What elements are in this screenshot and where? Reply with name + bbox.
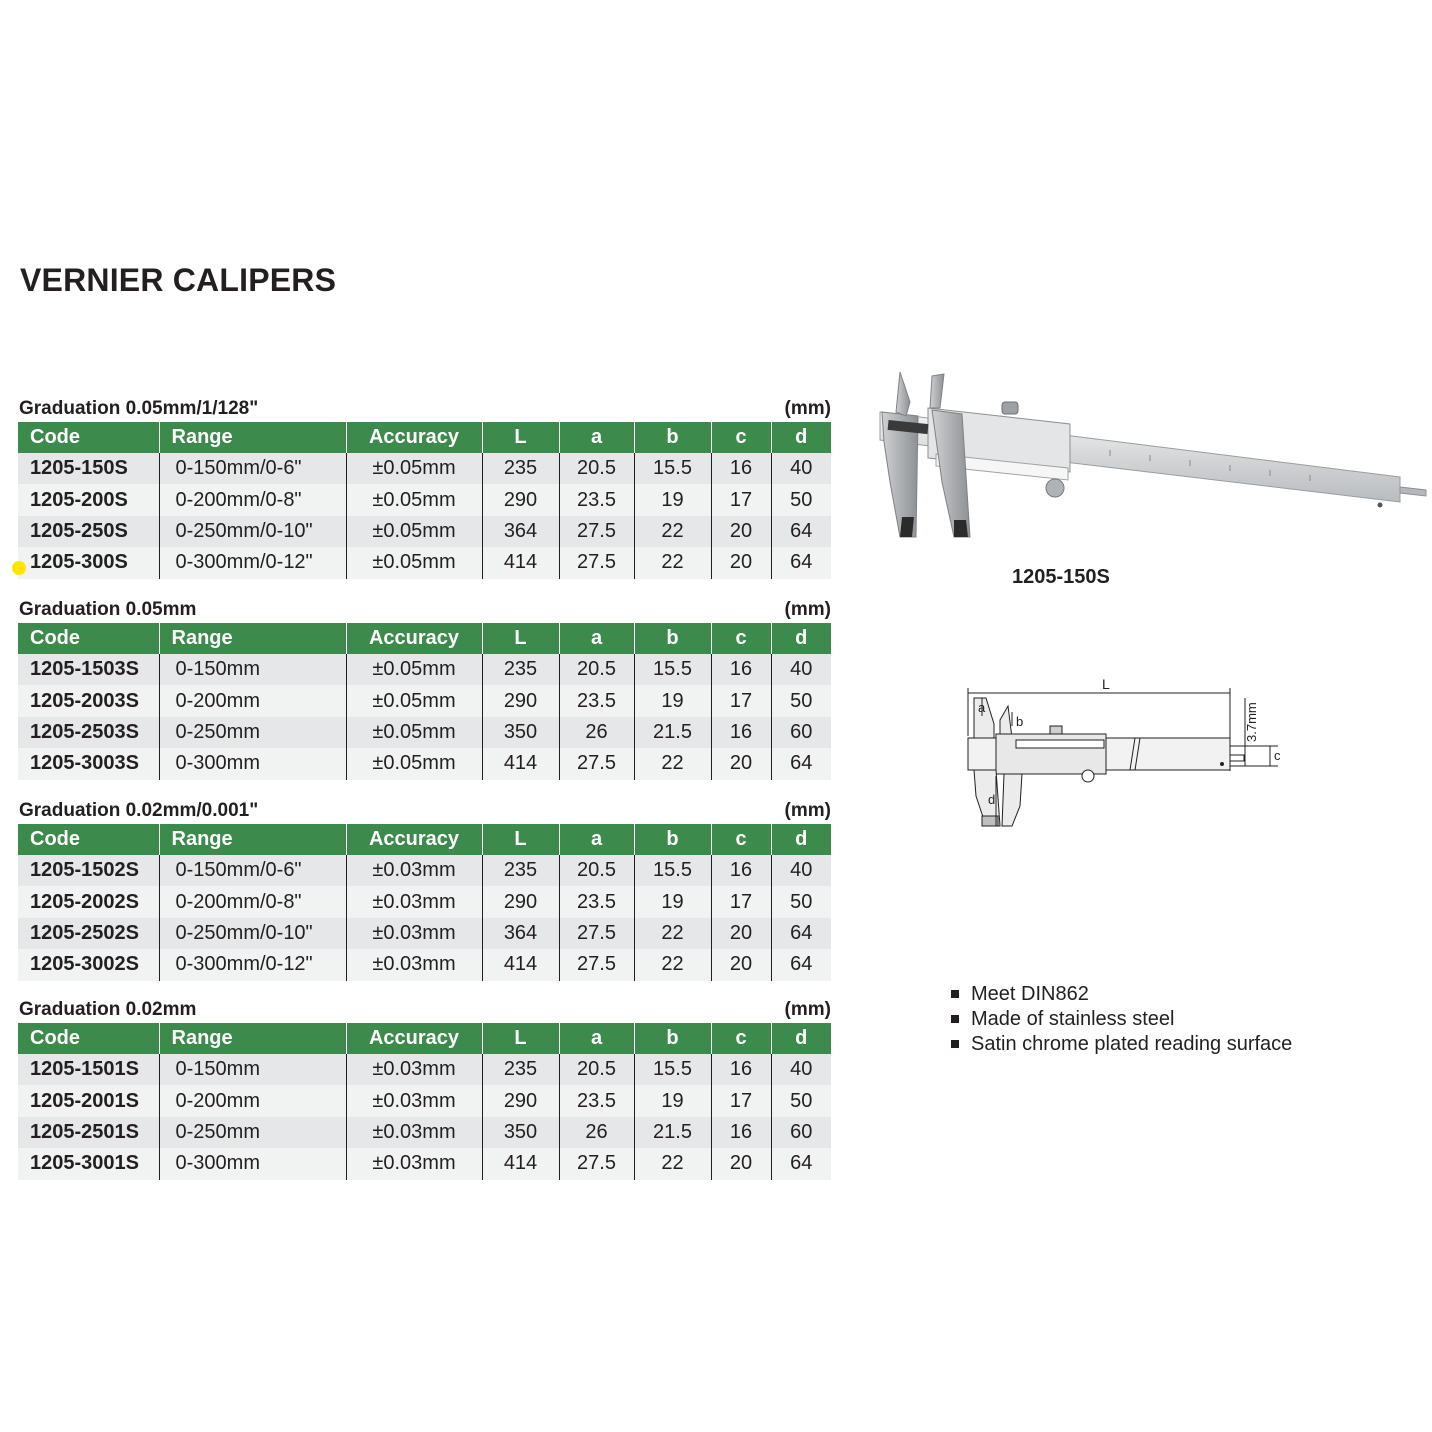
table-cell: 40	[771, 855, 831, 886]
product-code-cell: 1205-2003S	[18, 685, 159, 716]
column-header: Accuracy	[346, 422, 482, 453]
graduation-label: Graduation 0.05mm/1/128"	[19, 398, 259, 419]
column-header: Accuracy	[346, 1023, 482, 1054]
table-row	[18, 717, 831, 748]
table-cell: 16	[711, 1117, 771, 1148]
table-cell: 0-250mm/0-10"	[159, 516, 346, 547]
product-code-cell: 1205-300S	[18, 547, 159, 578]
table-cell: 50	[771, 685, 831, 716]
table-cell: 20	[711, 748, 771, 779]
product-caption: 1205-150S	[1012, 566, 1110, 588]
spec-table	[18, 623, 831, 780]
table-cell: ±0.03mm	[346, 918, 482, 949]
table-cell: 60	[771, 717, 831, 748]
table-cell: 15.5	[634, 453, 711, 484]
feature-item	[951, 1032, 1292, 1057]
table-row	[18, 547, 831, 578]
table-cell: 0-300mm	[159, 1148, 346, 1179]
column-header: d	[771, 623, 831, 654]
table-cell: 235	[482, 453, 559, 484]
table-cell: 64	[771, 1148, 831, 1179]
product-code-cell: 1205-2002S	[18, 886, 159, 917]
table-cell: 0-200mm/0-8"	[159, 886, 346, 917]
table-cell: 64	[771, 748, 831, 779]
table-cell: 27.5	[559, 516, 634, 547]
column-header: Code	[18, 623, 159, 654]
table-cell: 20.5	[559, 1054, 634, 1085]
table-row	[18, 453, 831, 484]
product-code-cell: 1205-150S	[18, 453, 159, 484]
table-cell: 0-200mm	[159, 1085, 346, 1116]
feature-list	[951, 982, 1292, 1057]
label-d: d	[988, 792, 996, 807]
table-cell: 16	[711, 654, 771, 685]
table-cell: 60	[771, 1117, 831, 1148]
table-cell: 23.5	[559, 1085, 634, 1116]
column-header: c	[711, 623, 771, 654]
table-cell: 0-150mm	[159, 1054, 346, 1085]
table-cell: 17	[711, 1085, 771, 1116]
table-cell: 20	[711, 949, 771, 980]
table-row	[18, 654, 831, 685]
table-cell: 27.5	[559, 949, 634, 980]
label-a: a	[978, 700, 986, 715]
table-cell: 16	[711, 453, 771, 484]
spec-table	[18, 824, 831, 981]
table-cell: 0-250mm/0-10"	[159, 918, 346, 949]
table-row	[18, 1117, 831, 1148]
table-cell: 20.5	[559, 654, 634, 685]
column-header: Code	[18, 1023, 159, 1054]
table-cell: 23.5	[559, 886, 634, 917]
table-cell: 20	[711, 547, 771, 578]
table-cell: 19	[634, 886, 711, 917]
table-cell: 19	[634, 685, 711, 716]
section-header	[18, 398, 831, 422]
table-cell: 0-250mm	[159, 717, 346, 748]
spec-table	[18, 422, 831, 579]
table-header-row	[18, 422, 831, 453]
product-code-cell: 1205-2502S	[18, 918, 159, 949]
column-header: L	[482, 1023, 559, 1054]
column-header: L	[482, 824, 559, 855]
table-cell: 21.5	[634, 717, 711, 748]
graduation-label: Graduation 0.02mm	[19, 999, 197, 1020]
feature-item	[951, 1007, 1292, 1032]
table-row	[18, 918, 831, 949]
table-cell: 290	[482, 484, 559, 515]
table-cell: 414	[482, 949, 559, 980]
table-row	[18, 886, 831, 917]
table-cell: ±0.03mm	[346, 1085, 482, 1116]
table-cell: ±0.03mm	[346, 949, 482, 980]
section-header	[18, 999, 831, 1023]
product-code-cell: 1205-1503S	[18, 654, 159, 685]
spec-section	[18, 398, 831, 579]
table-cell: ±0.05mm	[346, 717, 482, 748]
table-cell: 22	[634, 547, 711, 578]
table-cell: 16	[711, 1054, 771, 1085]
table-cell: ±0.05mm	[346, 654, 482, 685]
column-header: Range	[159, 623, 346, 654]
spec-section	[18, 999, 831, 1180]
spec-table	[18, 1023, 831, 1180]
square-bullet-icon	[951, 1015, 959, 1023]
table-cell: 64	[771, 918, 831, 949]
graduation-label: Graduation 0.05mm	[19, 599, 197, 620]
unit-label: (mm)	[784, 398, 831, 419]
table-cell: ±0.05mm	[346, 547, 482, 578]
table-cell: 290	[482, 1085, 559, 1116]
feature-item	[951, 982, 1292, 1007]
table-cell: 50	[771, 886, 831, 917]
product-code-cell: 1205-250S	[18, 516, 159, 547]
table-cell: 20	[711, 918, 771, 949]
column-header: a	[559, 824, 634, 855]
table-cell: 0-200mm	[159, 685, 346, 716]
table-cell: 22	[634, 918, 711, 949]
column-header: b	[634, 824, 711, 855]
column-header: a	[559, 623, 634, 654]
table-cell: 19	[634, 1085, 711, 1116]
table-cell: 20.5	[559, 453, 634, 484]
table-cell: 22	[634, 516, 711, 547]
unit-label: (mm)	[784, 800, 831, 821]
table-cell: 22	[634, 748, 711, 779]
column-header: L	[482, 623, 559, 654]
table-cell: 15.5	[634, 654, 711, 685]
table-cell: ±0.03mm	[346, 1117, 482, 1148]
table-cell: 414	[482, 547, 559, 578]
feature-text: Meet DIN862	[971, 983, 1089, 1005]
table-cell: 0-300mm	[159, 748, 346, 779]
column-header: c	[711, 422, 771, 453]
table-cell: 16	[711, 717, 771, 748]
column-header: b	[634, 623, 711, 654]
column-header: Range	[159, 824, 346, 855]
column-header: Accuracy	[346, 623, 482, 654]
product-code-cell: 1205-2501S	[18, 1117, 159, 1148]
table-cell: 17	[711, 484, 771, 515]
table-cell: 0-150mm/0-6"	[159, 453, 346, 484]
table-cell: 0-300mm/0-12"	[159, 949, 346, 980]
caliper-photo	[870, 362, 1430, 552]
table-cell: ±0.03mm	[346, 855, 482, 886]
column-header: L	[482, 422, 559, 453]
table-cell: 15.5	[634, 855, 711, 886]
column-header: a	[559, 422, 634, 453]
page-title: VERNIER CALIPERS	[20, 262, 337, 298]
table-cell: 22	[634, 949, 711, 980]
table-cell: 20.5	[559, 855, 634, 886]
table-row	[18, 685, 831, 716]
table-cell: 27.5	[559, 748, 634, 779]
table-cell: 290	[482, 685, 559, 716]
product-code-cell: 1205-200S	[18, 484, 159, 515]
table-header-row	[18, 623, 831, 654]
table-cell: 16	[711, 855, 771, 886]
column-header: a	[559, 1023, 634, 1054]
table-cell: 17	[711, 886, 771, 917]
table-cell: 0-150mm/0-6"	[159, 855, 346, 886]
table-cell: ±0.03mm	[346, 1148, 482, 1179]
table-cell: 40	[771, 654, 831, 685]
table-row	[18, 1085, 831, 1116]
column-header: b	[634, 1023, 711, 1054]
section-header	[18, 599, 831, 623]
square-bullet-icon	[951, 1040, 959, 1048]
table-cell: 27.5	[559, 1148, 634, 1179]
product-code-cell: 1205-2001S	[18, 1085, 159, 1116]
product-code-cell: 1205-3002S	[18, 949, 159, 980]
table-cell: 364	[482, 918, 559, 949]
table-cell: 40	[771, 453, 831, 484]
table-row	[18, 1148, 831, 1179]
section-header	[18, 800, 831, 824]
table-cell: 364	[482, 516, 559, 547]
table-cell: 235	[482, 855, 559, 886]
product-code-cell: 1205-3003S	[18, 748, 159, 779]
unit-label: (mm)	[784, 599, 831, 620]
column-header: Range	[159, 422, 346, 453]
table-row	[18, 1054, 831, 1085]
table-cell: 64	[771, 547, 831, 578]
table-cell: 40	[771, 1054, 831, 1085]
table-cell: 414	[482, 1148, 559, 1179]
table-cell: 22	[634, 1148, 711, 1179]
table-cell: 20	[711, 516, 771, 547]
table-cell: ±0.05mm	[346, 484, 482, 515]
feature-text: Satin chrome plated reading surface	[971, 1033, 1293, 1055]
table-cell: 64	[771, 516, 831, 547]
feature-text: Made of stainless steel	[971, 1008, 1175, 1030]
table-cell: 290	[482, 886, 559, 917]
table-cell: 235	[482, 1054, 559, 1085]
table-cell: 350	[482, 717, 559, 748]
table-cell: 0-300mm/0-12"	[159, 547, 346, 578]
highlight-dot	[12, 561, 26, 575]
column-header: d	[771, 422, 831, 453]
column-header: b	[634, 422, 711, 453]
label-L: L	[1102, 676, 1110, 692]
table-row	[18, 748, 831, 779]
column-header: Range	[159, 1023, 346, 1054]
label-b: b	[1016, 714, 1024, 729]
table-cell: 0-150mm	[159, 654, 346, 685]
table-cell: 23.5	[559, 484, 634, 515]
table-cell: 50	[771, 1085, 831, 1116]
table-row	[18, 949, 831, 980]
table-cell: 414	[482, 748, 559, 779]
column-header: d	[771, 1023, 831, 1054]
table-cell: ±0.05mm	[346, 516, 482, 547]
column-header: Accuracy	[346, 824, 482, 855]
table-cell: 19	[634, 484, 711, 515]
graduation-label: Graduation 0.02mm/0.001"	[19, 800, 259, 821]
table-cell: 21.5	[634, 1117, 711, 1148]
column-header: Code	[18, 824, 159, 855]
table-cell: ±0.05mm	[346, 453, 482, 484]
unit-label: (mm)	[784, 999, 831, 1020]
spec-section	[18, 800, 831, 981]
product-code-cell: 1205-1502S	[18, 855, 159, 886]
column-header: c	[711, 824, 771, 855]
table-row	[18, 516, 831, 547]
table-row	[18, 484, 831, 515]
square-bullet-icon	[951, 990, 959, 998]
table-cell: 0-250mm	[159, 1117, 346, 1148]
product-code-cell: 1205-1501S	[18, 1054, 159, 1085]
product-code-cell: 1205-3001S	[18, 1148, 159, 1179]
column-header: d	[771, 824, 831, 855]
table-cell: ±0.03mm	[346, 886, 482, 917]
table-cell: 20	[711, 1148, 771, 1179]
table-cell: 0-200mm/0-8"	[159, 484, 346, 515]
label-thickness: 3.7mm	[1244, 702, 1259, 742]
product-code-cell: 1205-2503S	[18, 717, 159, 748]
table-cell: 64	[771, 949, 831, 980]
table-cell: ±0.05mm	[346, 748, 482, 779]
table-cell: 27.5	[559, 918, 634, 949]
table-cell: 235	[482, 654, 559, 685]
table-cell: 27.5	[559, 547, 634, 578]
dimension-diagram	[960, 676, 1290, 846]
table-cell: 23.5	[559, 685, 634, 716]
label-c: c	[1274, 748, 1281, 763]
column-header: Code	[18, 422, 159, 453]
table-cell: 17	[711, 685, 771, 716]
table-row	[18, 855, 831, 886]
table-cell: 26	[559, 1117, 634, 1148]
table-cell: 15.5	[634, 1054, 711, 1085]
table-cell: ±0.05mm	[346, 685, 482, 716]
table-cell: 350	[482, 1117, 559, 1148]
table-header-row	[18, 824, 831, 855]
column-header: c	[711, 1023, 771, 1054]
table-cell: 50	[771, 484, 831, 515]
table-header-row	[18, 1023, 831, 1054]
table-cell: ±0.03mm	[346, 1054, 482, 1085]
spec-section	[18, 599, 831, 780]
table-cell: 26	[559, 717, 634, 748]
